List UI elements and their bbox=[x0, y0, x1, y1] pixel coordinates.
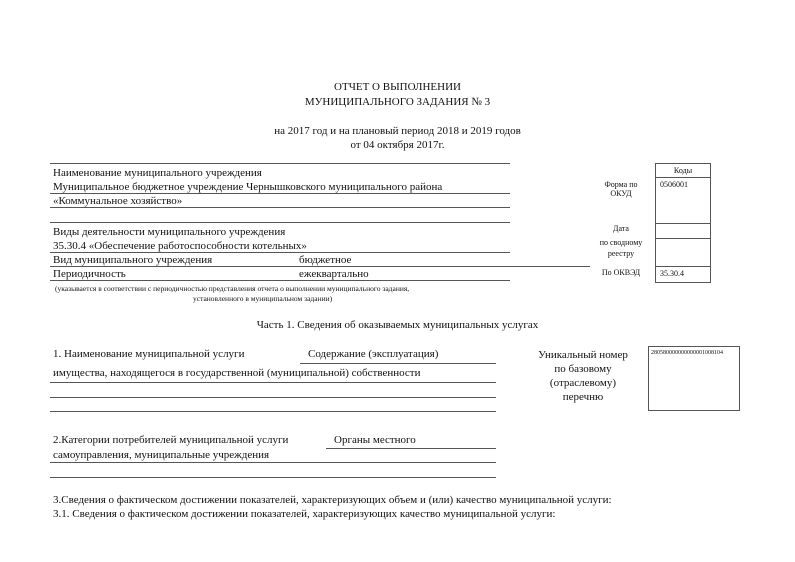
periodicity-note-line2: установленного в муниципальном задании) bbox=[193, 294, 333, 303]
consumers-label: 2.Категории потребителей муниципальной услуги bbox=[53, 434, 289, 446]
divider bbox=[656, 177, 710, 178]
divider bbox=[50, 193, 510, 194]
institution-name-line1: Муниципальное бюджетное учреждение Чернышковского муниципального района bbox=[53, 181, 443, 193]
section3-heading: 3.Сведения о фактическом достижении показателей, характеризующих объем и (или) качество муниципальной услуги: bbox=[53, 494, 612, 506]
report-period: на 2017 год и на плановый период 2018 и 2019 годов bbox=[274, 125, 521, 137]
codes-table bbox=[655, 163, 711, 283]
divider bbox=[326, 448, 496, 449]
divider bbox=[50, 382, 496, 383]
divider bbox=[50, 280, 510, 281]
consumers-value-line2: самоуправления, муниципальные учреждения bbox=[53, 449, 270, 461]
report-date: от 04 октября 2017г. bbox=[350, 139, 445, 151]
service-value-line2: имущества, находящегося в государственной (муниципальной) собственности bbox=[53, 367, 421, 379]
okved-value: 35.30.4 bbox=[660, 269, 684, 278]
divider bbox=[50, 397, 496, 398]
part1-title: Часть 1. Сведения об оказываемых муниципальных услугах bbox=[256, 319, 539, 331]
divider bbox=[656, 266, 710, 267]
divider bbox=[656, 238, 710, 239]
unique-number-label-line3: (отраслевому) bbox=[549, 377, 617, 389]
institution-label: Наименование муниципального учреждения bbox=[53, 167, 262, 179]
divider bbox=[50, 252, 510, 253]
unique-number-label-line2: по базовому bbox=[554, 363, 612, 375]
divider bbox=[50, 462, 496, 463]
divider bbox=[656, 223, 710, 224]
unique-number-value: 280580000000000001008104 bbox=[651, 350, 723, 356]
divider bbox=[50, 266, 590, 267]
divider bbox=[50, 207, 510, 208]
unique-number-label-line1: Уникальный номер bbox=[538, 349, 628, 361]
divider bbox=[50, 163, 510, 164]
service-value-line1: Содержание (эксплуатация) bbox=[308, 348, 439, 360]
registry-label-line1: по сводному bbox=[599, 238, 643, 247]
consumers-value-line1: Органы местного bbox=[334, 434, 416, 446]
registry-label-line2: реестру bbox=[607, 249, 635, 258]
divider bbox=[50, 411, 496, 412]
divider bbox=[50, 477, 496, 478]
activity-value: 35.30.4 «Обеспечение работоспособности котельных» bbox=[53, 240, 307, 252]
section31-heading: 3.1. Сведения о фактическом достижении показателей, характеризующих качество муниципальной услуги: bbox=[53, 508, 556, 520]
periodicity-label: Периодичность bbox=[53, 268, 126, 280]
okud-label-line2: ОКУД bbox=[610, 189, 632, 198]
service-label: 1. Наименование муниципальной услуги bbox=[53, 348, 245, 360]
periodicity-value: ежеквартально bbox=[299, 268, 369, 280]
periodicity-note-line1: (указывается в соответствии с периодичностью представления отчета о выполнении муниципального задания, bbox=[55, 284, 410, 293]
unique-number-label-line4: перечню bbox=[562, 391, 604, 403]
codes-header: Коды bbox=[673, 166, 693, 175]
report-title-line1: ОТЧЕТ О ВЫПОЛНЕНИИ bbox=[334, 81, 461, 93]
okud-value: 0506001 bbox=[660, 180, 688, 189]
institution-type-value: бюджетное bbox=[299, 254, 352, 266]
institution-type-label: Вид муниципального учреждения bbox=[53, 254, 213, 266]
unique-number-box bbox=[648, 346, 740, 411]
activity-label: Виды деятельности муниципального учреждения bbox=[53, 226, 286, 238]
okud-label-line1: Форма по bbox=[604, 180, 638, 189]
date-label: Дата bbox=[613, 224, 629, 233]
okved-label: По ОКВЭД bbox=[601, 268, 641, 277]
divider bbox=[300, 363, 496, 364]
report-title-line2: МУНИЦИПАЛЬНОГО ЗАДАНИЯ № 3 bbox=[304, 96, 491, 108]
institution-name-line2: «Коммунальное хозяйство» bbox=[53, 195, 183, 207]
divider bbox=[50, 222, 510, 223]
